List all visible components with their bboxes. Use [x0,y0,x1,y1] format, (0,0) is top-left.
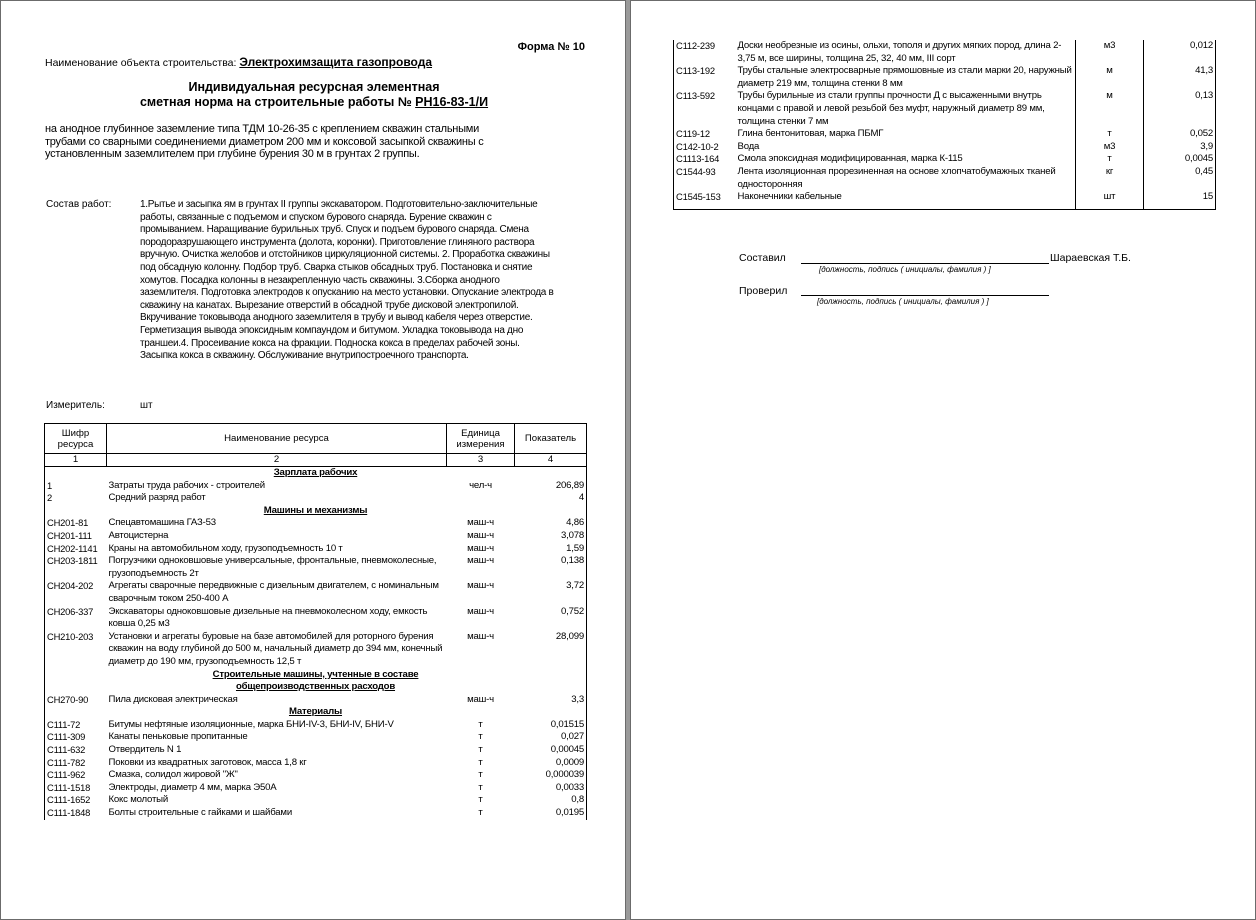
resource-code: С111-309 [45,731,107,744]
resource-name: Наконечники кабельные [736,191,1076,210]
section-title: Материалы [45,706,587,719]
resource-code: С111-1518 [45,782,107,795]
table-row [45,731,587,744]
resource-code: С113-592 [674,90,736,128]
resource-unit: кг [1076,166,1144,191]
document-page-2 [630,0,1256,920]
resource-code: С111-962 [45,769,107,782]
resource-value: 0,0033 [515,782,587,795]
resource-table-continued-body [674,40,1216,210]
resource-unit: маш-ч [467,580,494,592]
table-row [45,580,587,605]
resource-unit: чел-ч [469,479,492,491]
resource-unit [447,492,515,505]
col-number-2: 2 [107,454,447,467]
resource-name: Трубы бурильные из стали группы прочности Д с высаженными внутрь концами с правой и левой резьбой без муфт, наружный диаметр 89 мм, толщина стенки 7 мм [737,90,1045,127]
resource-unit: маш-ч [467,542,494,554]
table-row [45,794,587,807]
work-composition-label: Состав работ: [46,199,112,210]
table-row [45,694,587,707]
resource-name: Погрузчики одноковшовые универсальные, фронтальные, пневмоколесные, грузоподъемность 2т [108,555,437,579]
resource-value: 0,13 [1144,90,1216,128]
resource-value: 41,3 [1144,65,1216,90]
resource-name: Болты строительные с гайками и шайбами [108,807,292,819]
compiled-hint: [должность, подпись ( инициалы, фамилия ) ] [819,265,991,274]
resource-value: 0,0045 [1144,153,1216,166]
resource-value: 3,72 [515,580,587,605]
resource-unit: т [478,769,483,781]
resource-code: 2 [45,492,107,505]
resource-code: С113-192 [674,65,736,90]
resource-code: СН201-81 [45,517,107,530]
resource-unit: маш-ч [467,630,494,642]
resource-name: Средний разряд работ [108,492,206,504]
resource-value: 0,0195 [515,807,587,820]
resource-code: 1 [45,480,107,493]
resource-name: Краны на автомобильном ходу, грузоподъемность 10 т [108,542,343,554]
work-description: на анодное глубинное заземление типа ТДМ 10-26-35 с креплением скважин стальными трубами со сварными соединениеми диаметром 200 мм и коксовой засыпкой скважины с установленным заземлителем при глубине бурения 30 м в грунтах 2 группы. [45,123,484,161]
resource-value: 3,9 [1144,141,1216,154]
header-unit: Единица измерения [447,424,515,454]
resource-code: С119-12 [674,128,736,141]
resource-value: 0,8 [515,794,587,807]
resource-name: Отвердитель N 1 [108,744,182,756]
resource-value: 0,000039 [515,769,587,782]
table-row [674,141,1216,154]
title-line-1: Индивидуальная ресурсная элементная [188,80,440,94]
resource-value: 0,012 [1144,40,1216,65]
resource-value: 0,052 [1144,128,1216,141]
table-row [674,153,1216,166]
resource-code: СН201-111 [45,530,107,543]
resource-unit: т [1076,128,1144,141]
resource-name: Установки и агрегаты буровые на базе автомобилей для роторного бурения скважин на воду глубиной до 500 м, начальный диаметр до 394 мм, конечный диаметр до 190 мм, грузоподъемность 12,5 т [108,630,443,667]
resource-unit: м [1076,65,1144,90]
resource-name: Лента изоляционная прорезиненная на основе хлопчатобумажных тканей односторонняя [737,165,1056,190]
table-row [45,782,587,795]
resource-unit: маш-ч [467,693,494,705]
compiled-label: Составил [739,252,786,264]
resource-name: Доски необрезные из осины, ольхи, тополя и других мягких пород, длина 2-3,75 м, все ширины, толщина 25, 32, 40 мм, III сорт [737,40,1062,64]
resource-unit: т [478,794,483,806]
resource-name: Спецавтомашина ГАЗ-53 [108,517,216,529]
resource-name: Агрегаты сварочные передвижные с дизельным двигателем, с номинальным сварочным током 250-400 А [108,580,439,604]
work-composition-text: 1.Рытье и засыпка ям в грунтах II группы экскаватором. Подготовительно-заключительные работы, связанные с подъемом и спуском бурового снаряда. Бурение скважин с промыванием. Наращивание бурильных труб. Спуск и подъем бурового снаряда. Смена породоразрушающего инструмента (долота, коронки). Приготовление глиняного раствора вручную. Очистка желобов и отстойников циркуляционной системы. 2. Проработка скважины под обсадную колонну. Подбор труб. Сварка стыков обсадных труб. Постановка и снятие хомутов. Посадка колонны в незакрепленную часть скважины. 3.Сборка анодного заземлителя. Подготовка электродов к опусканию на место установки. Опускание электрода в скважину на канатах. Вырезание отверстий в обсадной трубе дисковой электропилой. Вкручивание токовывода анодного заземлителя в трубу и вывод кабеля через отверстие. Герметизация вывода эпоксидным компаундом и битумом. Укладка токовывода на дно траншеи.4. Просеивание кокса на фракции. Подноска кокса в пределах рабочей зоны. Засыпка кокса в скважину. Обслуживание внутрипостроечного транспорта. [140,199,554,362]
measure-label: Измеритель: [46,400,105,411]
resource-unit: т [478,744,483,756]
section-title: Строительные машины, учтенные в составе общепроизводственных расходов [45,669,587,694]
resource-value: 0,138 [515,555,587,580]
section-row [45,505,587,518]
header-value: Показатель [515,424,587,454]
resource-name: Смола эпоксидная модифицированная, марка К-115 [737,153,963,165]
resource-value: 0,0009 [515,757,587,770]
resource-unit: маш-ч [467,517,494,529]
resource-unit: т [478,807,483,819]
table-row [45,517,587,530]
col-number-4: 4 [515,454,587,467]
resource-name: Битумы нефтяные изоляционные, марка БНИ-IV-3, БНИ-IV, БНИ-V [108,718,394,730]
form-number: Форма № 10 [517,41,585,53]
resource-value: 3,078 [515,530,587,543]
resource-value: 1,59 [515,543,587,556]
resource-unit: шт [1076,191,1144,210]
resource-code: С1545-153 [674,191,736,210]
section-row [45,669,587,694]
resource-unit: маш-ч [467,555,494,567]
header-name: Наименование ресурса [107,424,447,454]
checked-label: Проверил [739,285,788,297]
section-title: Зарплата рабочих [45,467,587,480]
resource-value: 0,027 [515,731,587,744]
resource-value: 206,89 [515,480,587,493]
title-prefix: сметная норма на строительные работы № [139,95,416,109]
table-row [674,65,1216,90]
resource-name: Вода [737,140,760,152]
resource-value: 4,86 [515,517,587,530]
table-row [45,606,587,631]
table-row [45,530,587,543]
header-code: Шифр ресурса [45,424,107,454]
resource-code: СН206-337 [45,606,107,631]
document-page-1 [0,0,626,920]
resource-code: С111-1652 [45,794,107,807]
resource-code: С112-239 [674,40,736,65]
object-name: Электрохимзащита газопровода [239,55,433,69]
resource-name: Глина бентонитовая, марка ПБМГ [737,128,884,140]
resource-table-body [45,467,587,820]
resource-value: 28,099 [515,631,587,669]
table-row [45,807,587,820]
resource-code: СН270-90 [45,694,107,707]
col-number-3: 3 [447,454,515,467]
resource-name: Канаты пеньковые пропитанные [108,731,248,743]
resource-code: СН204-202 [45,580,107,605]
table-row [45,719,587,732]
table-row [45,492,587,505]
table-row [45,543,587,556]
checked-signature-line [801,295,1049,296]
resource-name: Поковки из квадратных заготовок, масса 1,8 кг [108,756,307,768]
resource-name: Кокс молотый [108,794,168,806]
resource-name: Затраты труда рабочих - строителей [108,479,265,491]
resource-code: С1544-93 [674,166,736,191]
col-number-1: 1 [45,454,107,467]
resource-name: Смазка, солидол жировой "Ж" [108,769,238,781]
resource-code: С1113-164 [674,153,736,166]
checked-hint: [должность, подпись ( инициалы, фамилия ) ] [817,297,989,306]
table-row [45,555,587,580]
resource-name: Трубы стальные электросварные прямошовные из стали марки 20, наружный диаметр 219 мм, толщина стенки 8 мм [737,65,1072,89]
section-row [45,467,587,480]
resource-unit: м3 [1076,141,1144,154]
resource-code: С111-632 [45,744,107,757]
norm-number: РН16-83-1/И [415,95,489,109]
measure-value: шт [140,400,153,411]
resource-code: СН202-1141 [45,543,107,556]
resource-unit: т [478,756,483,768]
resource-value: 3,3 [515,694,587,707]
table-row [674,191,1216,210]
compiled-name: Шараевская Т.Б. [1050,252,1131,264]
document-title [41,80,587,110]
section-row [45,706,587,719]
resource-value: 4 [515,492,587,505]
resource-value: 0,00045 [515,744,587,757]
table-row [45,744,587,757]
resource-name: Автоцистерна [108,529,169,541]
compiled-signature-line [801,263,1049,264]
object-line [45,55,432,69]
resource-name: Экскаваторы одноковшовые дизельные на пневмоколесном ходу, емкость ковша 0,25 м3 [108,605,428,630]
table-row [674,40,1216,65]
table-row [45,631,587,669]
section-title: Машины и механизмы [45,505,587,518]
resource-value: 0,752 [515,606,587,631]
resource-value: 0,45 [1144,166,1216,191]
resource-unit: т [1076,153,1144,166]
resource-unit: т [478,718,483,730]
resource-name: Пила дисковая электрическая [108,693,238,705]
title-line-2 [41,95,587,110]
resource-name: Электроды, диаметр 4 мм, марка Э50А [108,781,277,793]
resource-unit: т [478,731,483,743]
table-row [45,757,587,770]
table-row [45,480,587,493]
table-row [674,166,1216,191]
resource-unit: м3 [1076,40,1144,65]
resource-unit: т [478,781,483,793]
resource-value: 15 [1144,191,1216,210]
table-row [674,90,1216,128]
table-row [45,769,587,782]
resource-code: С111-1848 [45,807,107,820]
resource-table [44,423,587,820]
resource-code: С111-782 [45,757,107,770]
resource-code: СН203-1811 [45,555,107,580]
resource-table-continued [673,40,1216,210]
resource-unit: маш-ч [467,529,494,541]
object-label: Наименование объекта строительства: [45,57,237,69]
resource-code: СН210-203 [45,631,107,669]
table-row [674,128,1216,141]
resource-code: С111-72 [45,719,107,732]
resource-unit: м [1076,90,1144,128]
resource-code: С142-10-2 [674,141,736,154]
resource-unit: маш-ч [467,605,494,617]
resource-value: 0,01515 [515,719,587,732]
